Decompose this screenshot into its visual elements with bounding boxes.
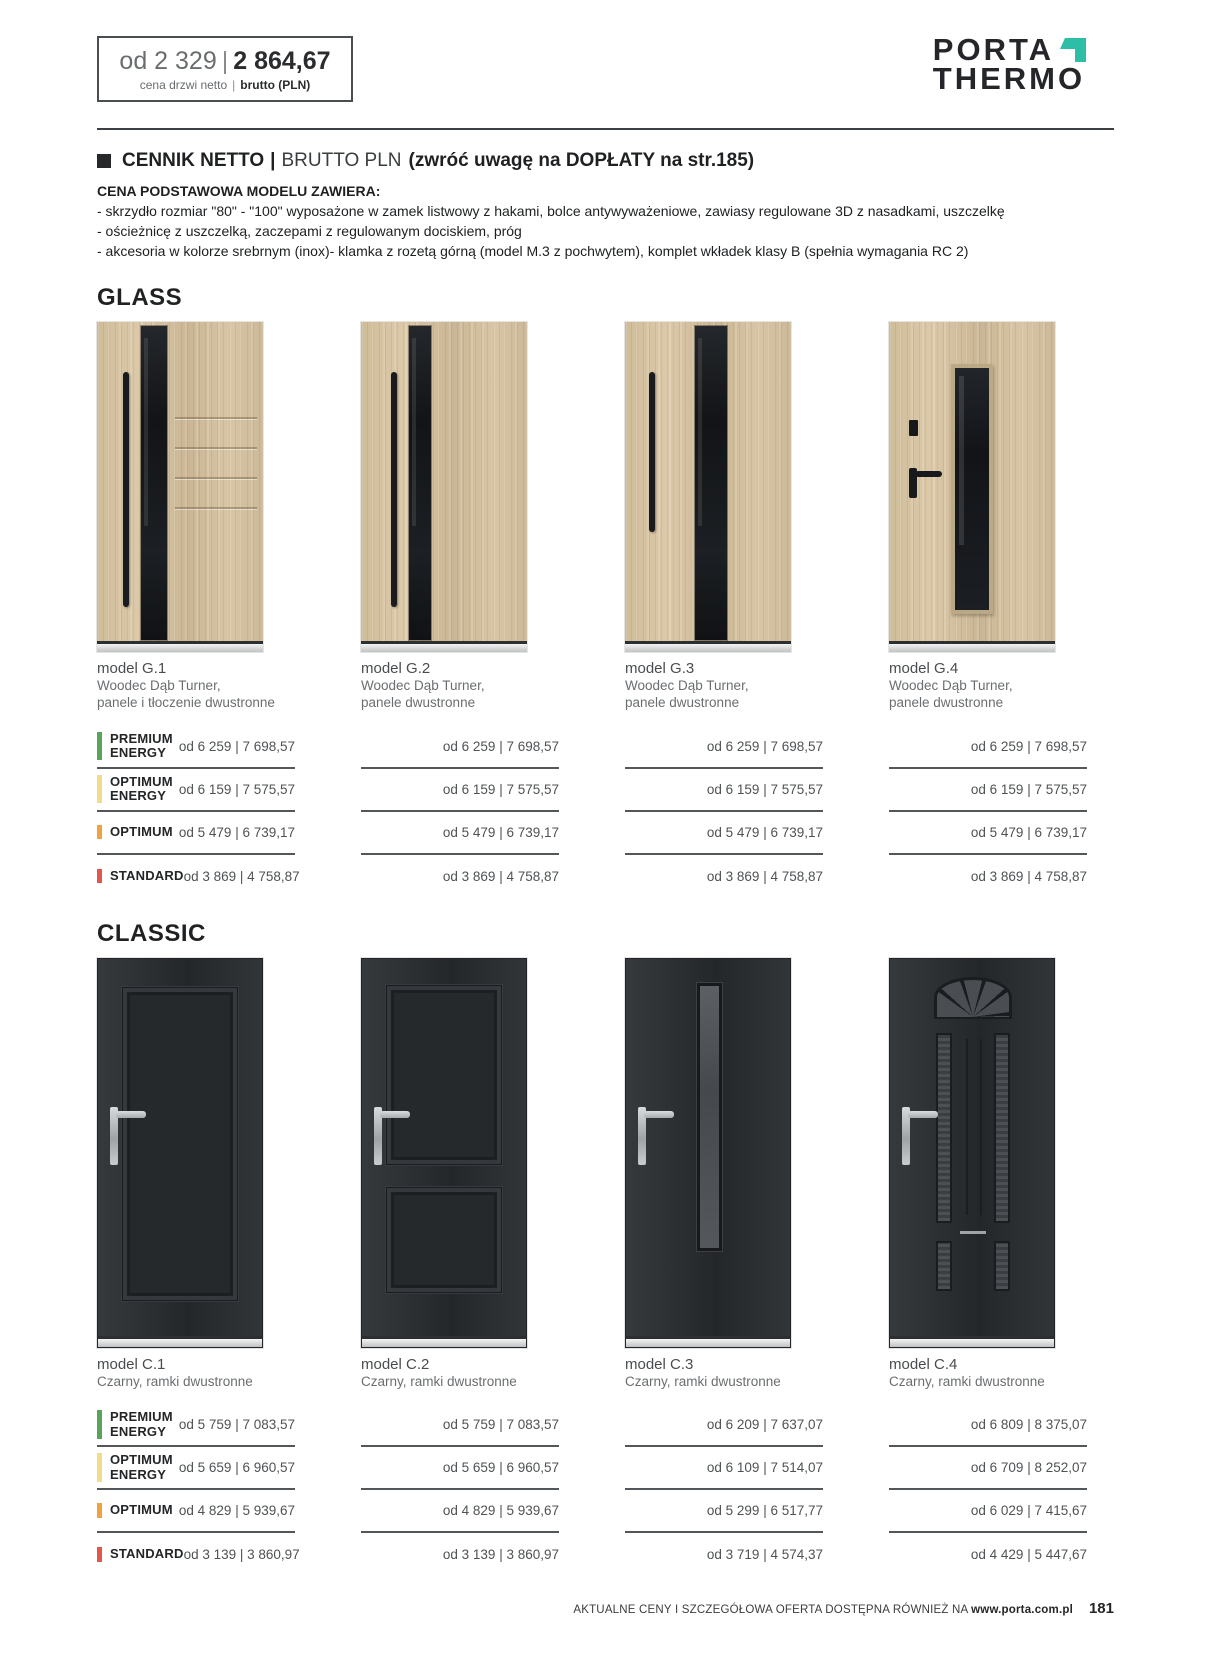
model-desc: panele dwustronne [625, 695, 740, 711]
price-cell [97, 726, 295, 769]
door-groove [175, 417, 257, 419]
model-desc: Woodec Dąb Turner, [361, 677, 485, 693]
door-side-glass [994, 1241, 1010, 1291]
door-caption [97, 1356, 295, 1391]
tier-label: STANDARD [110, 1546, 184, 1562]
cennik-title-bold: CENNIK NETTO [122, 150, 265, 171]
door-groove [980, 1039, 982, 1215]
door-tile-g4 [889, 322, 1087, 712]
glass-door-grid [97, 322, 1087, 712]
door-caption [361, 1356, 559, 1391]
price-cell [97, 812, 295, 855]
tier-optimum-energy [97, 775, 173, 804]
price-value: od 5 659 | 6 960,57 [178, 1460, 295, 1476]
model-name: model G.3 [625, 659, 695, 677]
price-row-optimum [97, 812, 1087, 855]
tier-color-bar [97, 869, 102, 883]
tier-optimum-energy [97, 1453, 173, 1482]
door-tile-c3 [625, 958, 823, 1391]
tier-color-bar [97, 1410, 102, 1439]
door-glass-strip [695, 326, 727, 640]
model-name: model G.2 [361, 659, 431, 677]
price-value: od 3 139 | 3 860,97 [183, 1547, 300, 1563]
price-value: od 3 869 | 4 758,87 [183, 868, 300, 884]
tier-label: ENERGY [110, 1423, 167, 1439]
price-cell [625, 1533, 823, 1576]
door-handle-lever [116, 1111, 146, 1118]
includes-item: - ościeżnicę z uszczelką, zaczepami z regulowanym dociskiem, próg [97, 222, 522, 239]
door-caption [625, 1356, 823, 1391]
door-panel [122, 987, 238, 1301]
price-cell [889, 1490, 1087, 1533]
cennik-heading [97, 150, 1114, 172]
tier-optimum [97, 825, 173, 839]
door-handle-bar [391, 372, 397, 607]
square-bullet-icon [97, 154, 111, 168]
door-image-g4 [889, 322, 1055, 652]
tier-label: STANDARD [110, 867, 184, 883]
door-panel [386, 1187, 502, 1293]
door-glass-strip [141, 326, 167, 640]
cennik-pipe: | [270, 150, 276, 171]
tier-label: OPTIMUM [110, 1452, 173, 1468]
price-cell [625, 855, 823, 898]
footer-text [573, 1604, 1073, 1616]
page-number: 181 [1088, 1600, 1114, 1617]
tier-premium-energy [97, 1410, 173, 1439]
price-row-premium-energy [97, 726, 1087, 769]
door-lever-handle [915, 471, 942, 477]
price-row-optimum [97, 1490, 1087, 1533]
tier-label: ENERGY [110, 1466, 167, 1482]
door-image-g2 [361, 322, 527, 652]
price-value: od 3 139 | 3 860,97 [442, 1547, 559, 1563]
price-cell [889, 855, 1087, 898]
price-value: od 6 159 | 7 575,57 [706, 781, 823, 797]
price-value: od 3 869 | 4 758,87 [442, 868, 559, 884]
header-divider [97, 128, 1114, 130]
door-groove [966, 1039, 968, 1215]
price-value: od 5 479 | 6 739,17 [706, 824, 823, 840]
price-cell [625, 1447, 823, 1490]
model-name: model C.1 [97, 1355, 166, 1373]
price-cell [361, 1533, 559, 1576]
door-handle-bar [649, 372, 655, 532]
price-cell [889, 769, 1087, 812]
price-cell [361, 1404, 559, 1447]
cennik-title-regular: BRUTTO PLN [281, 150, 402, 171]
door-tile-g1 [97, 322, 295, 712]
price-value: od 6 259 | 7 698,57 [970, 738, 1087, 754]
price-cell [625, 726, 823, 769]
door-image-c4 [889, 958, 1055, 1348]
price-value: od 6 259 | 7 698,57 [706, 738, 823, 754]
price-cell [97, 855, 300, 898]
price-value: od 3 719 | 4 574,37 [706, 1547, 823, 1563]
section-title-glass: GLASS [97, 283, 183, 311]
price-cell [889, 1533, 1087, 1576]
section-title-classic: CLASSIC [97, 919, 206, 947]
price-netto: od 2 329 [119, 47, 217, 75]
door-side-glass [936, 1241, 952, 1291]
door-image-g1 [97, 322, 263, 652]
price-cell [889, 1447, 1087, 1490]
price-value: od 6 259 | 7 698,57 [178, 738, 295, 754]
price-cell [361, 855, 559, 898]
price-cell [97, 1447, 295, 1490]
tier-standard [97, 869, 184, 883]
price-value: od 6 159 | 7 575,57 [178, 781, 295, 797]
door-image-g3 [625, 322, 791, 652]
price-cell [361, 769, 559, 812]
price-row-standard [97, 855, 1087, 898]
includes-item: - skrzydło rozmiar "80" - "100" wyposażone w zamek listwowy z hakami, bolce antywyważeniowe, zawiasy regulowane 3D z nasadkami, uszczelkę [97, 202, 1005, 219]
page-footer [573, 1600, 1114, 1617]
price-cell [97, 1490, 295, 1533]
tier-label: OPTIMUM [110, 1502, 173, 1518]
door-groove [175, 477, 257, 479]
door-groove [175, 447, 257, 449]
price-cell [361, 1447, 559, 1490]
door-groove [175, 507, 257, 509]
logo-word-porta: PORTA [932, 32, 1054, 67]
price-cell [361, 812, 559, 855]
price-value: od 4 829 | 5 939,67 [178, 1503, 295, 1519]
model-desc: Czarny, ramki dwustronne [361, 1373, 517, 1389]
price-value: od 3 869 | 4 758,87 [706, 868, 823, 884]
door-side-glass [936, 1033, 952, 1223]
model-desc: Czarny, ramki dwustronne [889, 1373, 1045, 1389]
tier-label: PREMIUM [110, 730, 173, 746]
price-value: od 4 429 | 5 447,67 [970, 1547, 1087, 1563]
tier-label: OPTIMUM [110, 823, 173, 839]
door-handle-lever [644, 1111, 674, 1118]
includes-title: CENA PODSTAWOWA MODELU ZAWIERA: [97, 183, 381, 199]
door-handle-lever [380, 1111, 410, 1118]
porta-thermo-logo [932, 32, 1086, 96]
door-kick-strip [960, 1231, 986, 1234]
price-row-premium-energy [97, 1404, 1087, 1447]
tier-label: ENERGY [110, 788, 167, 804]
tier-color-bar [97, 1503, 102, 1517]
base-price-line [117, 47, 333, 76]
price-value: od 5 659 | 6 960,57 [442, 1460, 559, 1476]
tier-color-bar [97, 775, 102, 804]
model-desc: panele dwustronne [361, 695, 476, 711]
tier-label: OPTIMUM [110, 773, 173, 789]
top-bar [97, 32, 1114, 102]
price-value: od 6 029 | 7 415,67 [970, 1503, 1087, 1519]
price-value: od 6 209 | 7 637,07 [706, 1417, 823, 1433]
model-name: model G.1 [97, 659, 167, 677]
model-name: model C.2 [361, 1355, 430, 1373]
tier-premium-energy [97, 732, 173, 761]
model-name: model G.4 [889, 659, 959, 677]
model-name: model C.3 [625, 1355, 694, 1373]
door-caption [889, 1356, 1087, 1391]
price-value: od 5 479 | 6 739,17 [442, 824, 559, 840]
base-price-caption [117, 78, 333, 92]
model-desc: Woodec Dąb Turner, [625, 677, 749, 693]
model-name: model C.4 [889, 1355, 958, 1373]
price-row-optimum-energy [97, 769, 1087, 812]
price-cell [361, 1490, 559, 1533]
price-cell [889, 1404, 1087, 1447]
caption-brutto: brutto (PLN) [240, 78, 311, 92]
price-value: od 6 159 | 7 575,57 [970, 781, 1087, 797]
door-handle-bar [123, 372, 129, 607]
tier-color-bar [97, 732, 102, 761]
footer-website-link[interactable]: www.porta.com.pl [971, 1604, 1073, 1616]
door-caption [889, 660, 1087, 712]
door-tile-g3 [625, 322, 823, 712]
price-value: od 3 869 | 4 758,87 [970, 868, 1087, 884]
price-value: od 5 299 | 6 517,77 [706, 1503, 823, 1519]
model-desc: Woodec Dąb Turner, [97, 677, 221, 693]
price-cell [97, 1404, 295, 1447]
door-glass-panel [951, 364, 993, 614]
tier-label: PREMIUM [110, 1409, 173, 1425]
price-cell [625, 1490, 823, 1533]
model-desc: Woodec Dąb Turner, [889, 677, 1013, 693]
price-separator: | [221, 47, 229, 75]
price-value: od 5 479 | 6 739,17 [970, 824, 1087, 840]
classic-price-table [97, 1404, 1114, 1576]
price-cell [625, 769, 823, 812]
tier-standard [97, 1547, 184, 1561]
door-image-c1 [97, 958, 263, 1348]
price-value: od 6 709 | 8 252,07 [970, 1460, 1087, 1476]
model-desc: panele dwustronne [889, 695, 1004, 711]
door-caption [361, 660, 559, 712]
price-cell [625, 812, 823, 855]
door-handle-lever [908, 1111, 938, 1118]
price-value: od 5 759 | 7 083,57 [178, 1417, 295, 1433]
price-cell [889, 812, 1087, 855]
door-tile-c4 [889, 958, 1087, 1391]
classic-door-grid [97, 958, 1087, 1391]
door-side-glass [994, 1033, 1010, 1223]
door-caption [625, 660, 823, 712]
caption-netto: cena drzwi netto [139, 78, 228, 92]
model-desc: panele i tłoczenie dwustronne [97, 695, 275, 711]
price-value: od 5 759 | 7 083,57 [442, 1417, 559, 1433]
tier-color-bar [97, 1453, 102, 1482]
tier-optimum [97, 1503, 173, 1517]
price-row-standard [97, 1533, 1087, 1576]
door-lock [909, 420, 918, 436]
price-cell [889, 726, 1087, 769]
door-glass-strip [409, 326, 431, 640]
price-value: od 5 479 | 6 739,17 [178, 824, 295, 840]
door-tile-g2 [361, 322, 559, 712]
model-desc: Czarny, ramki dwustronne [97, 1373, 253, 1389]
price-value: od 6 159 | 7 575,57 [442, 781, 559, 797]
base-price-box [97, 36, 353, 102]
footer-note: AKTUALNE CENY I SZCZEGÓŁOWA OFERTA DOSTĘPNA RÓWNIEŻ NA [573, 1604, 972, 1616]
door-tile-c2 [361, 958, 559, 1391]
door-image-c3 [625, 958, 791, 1348]
includes-item: - akcesoria w kolorze srebrnym (inox)- klamka z rozetą górną (model M.3 z pochwytem), komplet wkładek klasy B (spełnia wymagania RC 2) [97, 242, 969, 259]
price-cell [97, 1533, 300, 1576]
tier-color-bar [97, 1547, 102, 1561]
price-brutto: 2 864,67 [233, 47, 331, 75]
model-desc: Czarny, ramki dwustronne [625, 1373, 781, 1389]
price-row-optimum-energy [97, 1447, 1087, 1490]
caption-separator: | [232, 78, 236, 92]
door-image-c2 [361, 958, 527, 1348]
cennik-note: (zwróć uwagę na DOPŁATY na str.185) [408, 150, 755, 171]
tier-color-bar [97, 825, 102, 839]
door-caption [97, 660, 295, 712]
tier-label: ENERGY [110, 745, 167, 761]
price-value: od 6 109 | 7 514,07 [706, 1460, 823, 1476]
door-tile-c1 [97, 958, 295, 1391]
base-model-includes [97, 182, 1114, 262]
price-cell [97, 769, 295, 812]
price-cell [625, 1404, 823, 1447]
door-glass-strip [697, 983, 722, 1251]
door-panel [386, 985, 502, 1165]
price-cell [361, 726, 559, 769]
logo-word-thermo: THERMO [932, 60, 1086, 96]
price-value: od 4 829 | 5 939,67 [442, 1503, 559, 1519]
glass-price-table [97, 726, 1114, 898]
door-arch-glass [934, 977, 1012, 1019]
price-value: od 6 259 | 7 698,57 [442, 738, 559, 754]
price-value: od 6 809 | 8 375,07 [970, 1417, 1087, 1433]
